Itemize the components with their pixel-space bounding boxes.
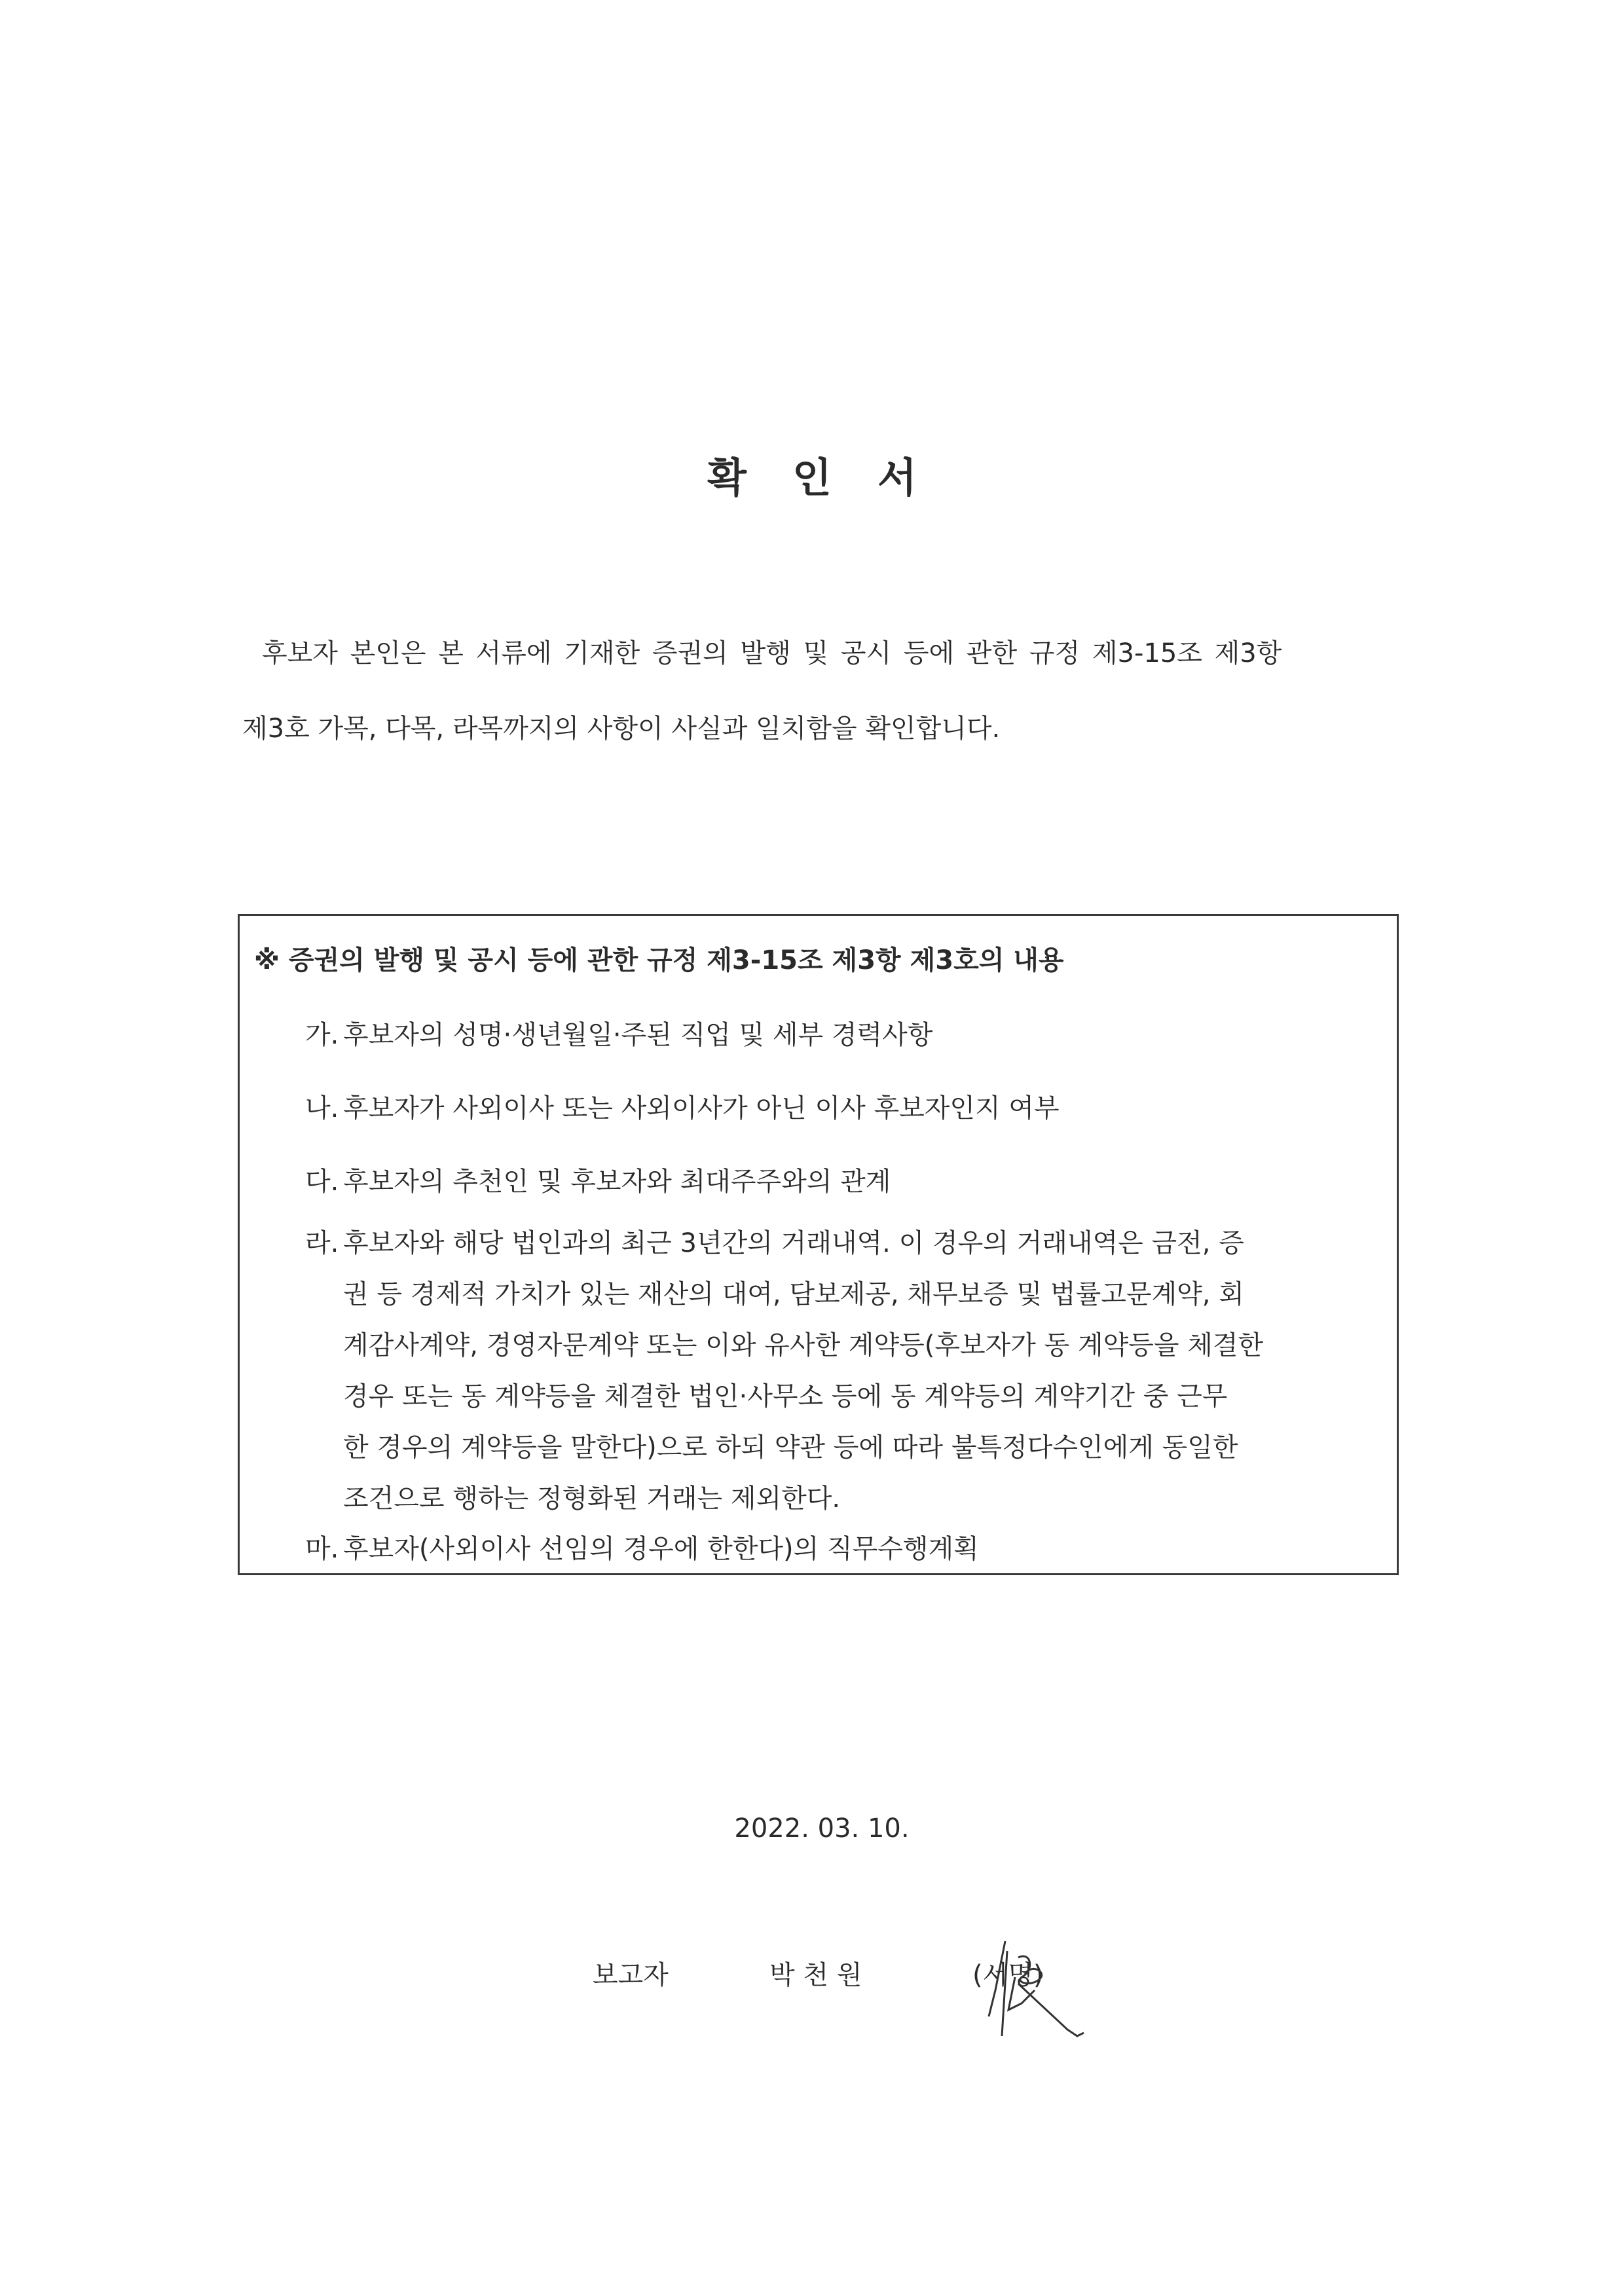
item-mark: 가.: [305, 1020, 339, 1050]
list-item-ga: [305, 1014, 932, 1051]
item-mark: 마.: [305, 1534, 339, 1564]
item-ra-line-6: 조건으로 행하는 정형화된 거래는 제외한다.: [343, 1484, 841, 1514]
item-text: 후보자의 성명·생년월일·주된 직업 및 세부 경력사항: [343, 1020, 933, 1050]
reporter-label: 보고자: [593, 1960, 669, 1990]
list-item-ra: [305, 1222, 1244, 1260]
list-item-da: [305, 1161, 891, 1198]
item-mark: 라.: [305, 1228, 339, 1258]
reporter-name: 박 천 원: [769, 1960, 862, 1990]
box-heading: ※ 증권의 발행 및 공시 등에 관한 규정 제3-15조 제3항 제3호의 내용: [254, 945, 1064, 975]
paragraph-line-2: 제3호 가목, 다목, 라목까지의 사항이 사실과 일치함을 확인합니다.: [242, 714, 1001, 744]
item-ra-line-3: 계감사계약, 경영자문계약 또는 이와 유사한 계약등(후보자가 동 계약등을 체결한: [343, 1330, 1264, 1360]
list-item-ma: [305, 1528, 979, 1565]
item-mark: 다.: [305, 1167, 339, 1197]
item-ra-line-4: 경우 또는 동 계약등을 체결한 법인·사무소 등에 동 계약등의 계약기간 중 근무: [343, 1381, 1228, 1412]
list-item-na: [305, 1087, 1060, 1125]
item-ra-line-5: 한 경우의 계약등을 말한다)으로 하되 약관 등에 따라 불특정다수인에게 동일한: [343, 1432, 1238, 1463]
document-date: 2022. 03. 10.: [734, 1813, 910, 1844]
regulation-box: [238, 914, 1399, 1575]
item-text: 후보자의 추천인 및 후보자와 최대주주와의 관계: [343, 1167, 891, 1197]
item-text: 후보자가 사외이사 또는 사외이사가 아닌 이사 후보자인지 여부: [343, 1093, 1060, 1123]
item-text: 후보자(사외이사 선임의 경우에 한한다)의 직무수행계획: [343, 1534, 979, 1564]
item-mark: 나.: [305, 1093, 339, 1123]
item-text: 후보자와 해당 법인과의 최근 3년간의 거래내역. 이 경우의 거래내역은 금전, 증: [343, 1228, 1244, 1258]
document-title: 확인서: [707, 454, 963, 501]
handwritten-signature-icon: [969, 1938, 1126, 2049]
paragraph-line-1: 후보자 본인은 본 서류에 기재한 증권의 발행 및 공시 등에 관한 규정 제3-15조 제3항: [262, 638, 1282, 668]
item-ra-line-2: 권 등 경제적 가치가 있는 재산의 대여, 담보제공, 채무보증 및 법률고문계약, 회: [343, 1279, 1244, 1309]
sign-label: (서명): [972, 1960, 1044, 1990]
